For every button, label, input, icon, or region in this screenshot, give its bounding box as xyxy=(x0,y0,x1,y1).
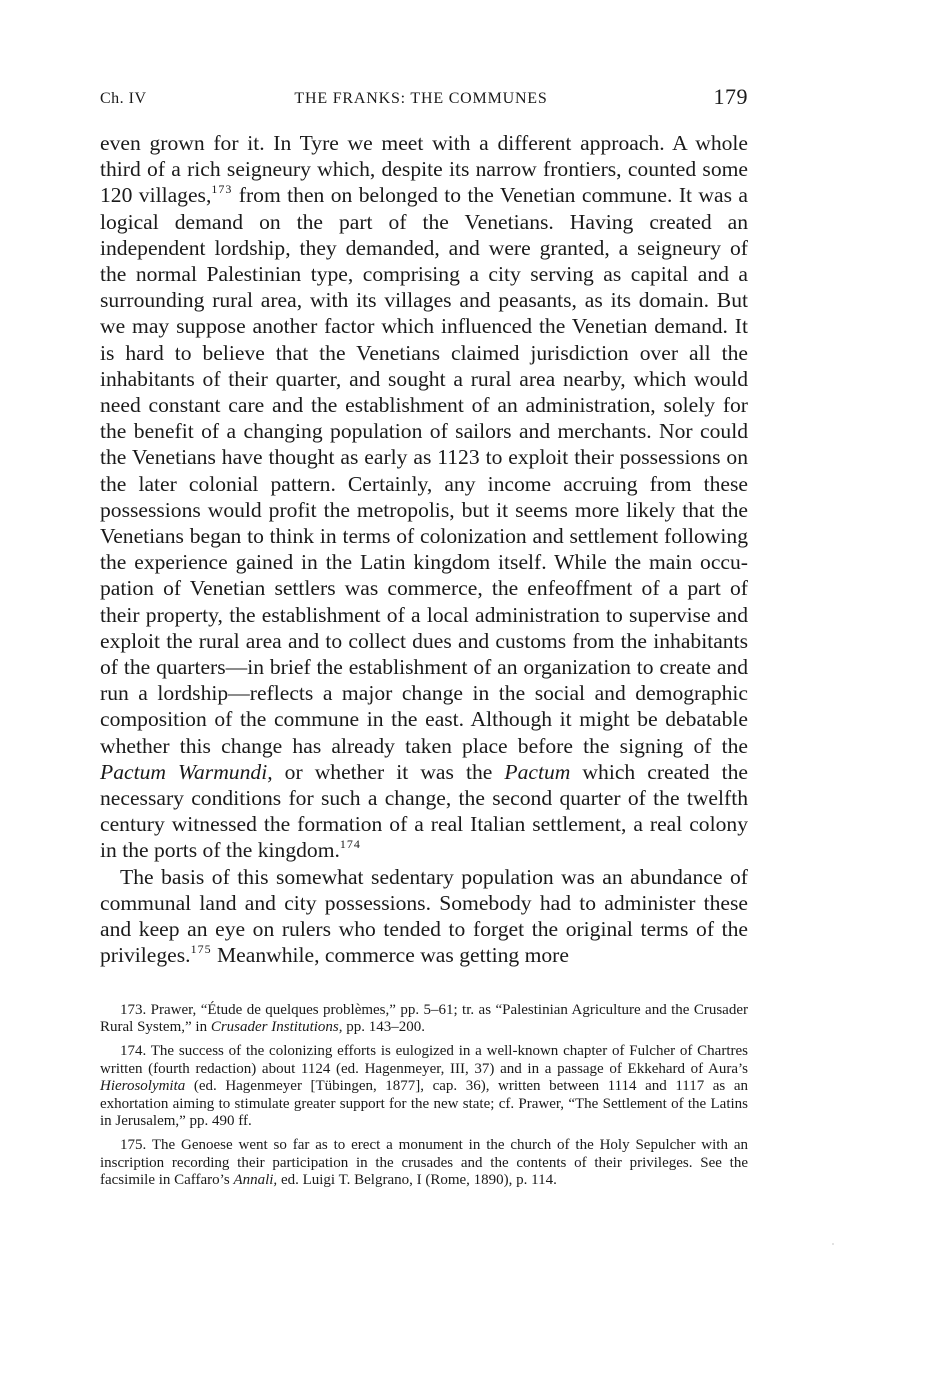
italic-pactum-warmundi: Pactum Warmundi, xyxy=(100,759,273,784)
footnote-174-text-a: 174. The success of the colonizing efforts is eulogized in a well-known chapter of Fulcher of Chartres written (fourth redaction) about 1124 (ed. Hagenmeyer, III, 37) and in a passage of Ekkehard of Aura’s xyxy=(100,1043,748,1077)
footnote-175-text-a: 175. The Genoese went so far as to erect a monument in the church of the Holy Sepulcher with an inscription recording their participation in the crusades and the contents of their privileges. See the facsimile in Caffaro’s xyxy=(100,1137,748,1189)
paragraph-1-text-b: from then on belonged to the Venetian commune. It was a logical demand on the part of the Venetians. Having created an independent lordship, they demanded, and were granted, a seigneury of the normal Palestinian type, comprising a city serving as capital and a surrounding rural area, with its villages and peasants, as its domain. But we may suppose another factor which influenced the Venetian demand. It is hard to believe that the Venetians claimed jurisdiction over all the inhabitants of their quarter, and sought a rural area nearby, which would need constant care and the establishment of an administration, solely for the benefit of a changing population of sailors and merchants. Nor could the Venetians have thought as early as 1123 to exploit their possessions on the later colonial pattern. Certainly, any income accruing from these possessions would profit the metropolis, but it seems more likely that the Venetians began to think in terms of colonization and settlement following the experience gained in the Latin kingdom itself. While the main occupation of Venetian settlers was commerce, the enfeoffment of a part of their property, the establishment of a local administration to supervise and exploit the rural area and to collect dues and customs from the inhabitants of the quarters—in brief the establishment of an organization to create and run a lordship—reflects a major change in the social and demographic composition of the commune in the east. Although it might be debatable whether this change has already taken place before the signing of the xyxy=(100,183,748,758)
paragraph-2 xyxy=(100,864,748,969)
page-number: 179 xyxy=(713,84,748,109)
footnote-ref-175: 175 xyxy=(190,942,212,957)
running-title: THE FRANKS: THE COMMUNES xyxy=(294,90,548,107)
footnote-174-italic: Hierosolymita xyxy=(100,1078,186,1095)
paragraph-1-text-a: even grown for it. In Tyre we meet with a different approach. A whole third of a rich seigneury which, despite its narrow frontiers, counted some 120 villages, xyxy=(100,131,748,208)
paragraph-1-text-d: which created the necessary conditions for such a change, the second quarter of the twelfth century witnessed the formation of a real Italian settlement, a real colony in the ports of the kingdom. xyxy=(100,759,748,863)
footnote-174-text-b: (ed. Hagenmeyer [Tübingen, 1877], cap. 36), written between 1114 and 1117 as an exhortation aiming to stimulate greater support for the new state; cf. Prawer, “The Settlement of the Latins in Jerusalem,” pp. 490 ff. xyxy=(100,1078,748,1129)
paragraph-2-text-b: Meanwhile, commerce was getting more xyxy=(211,943,569,968)
paragraph-1-text-c: or whether it was the xyxy=(272,759,505,784)
chapter-label: Ch. IV xyxy=(100,90,147,107)
footnotes xyxy=(100,1002,748,1190)
footnote-174 xyxy=(100,1043,748,1130)
footnote-175-text-b: ed. Luigi T. Belgrano, I (Rome, 1890), p. 114. xyxy=(277,1172,557,1189)
footnote-ref-174: 174 xyxy=(339,837,361,852)
footnote-175-italic: Annali, xyxy=(233,1172,278,1189)
book-page xyxy=(100,84,748,1197)
footnote-175 xyxy=(100,1137,748,1189)
footnote-173-text-a: 173. Prawer, “Étude de quelques problèmes,” pp. 5–61; tr. as “Palestinian Agriculture and the Crusader Rural System,” in xyxy=(100,1001,748,1035)
footnote-173-text-b: pp. 143–200. xyxy=(342,1018,426,1035)
running-head xyxy=(100,84,748,114)
paragraph-2-text-a: The basis of this somewhat sedentary population was an abundance of communal land and city possessions. Somebody had to administer these and keep an eye on rulers who tended to forget the original terms of the privileges. xyxy=(100,864,748,968)
footnote-ref-173: 173 xyxy=(211,182,233,197)
footnote-173-italic: Crusader Institutions, xyxy=(210,1018,343,1035)
italic-pactum: Pactum xyxy=(504,759,571,784)
paragraph-1 xyxy=(100,130,748,864)
main-text xyxy=(100,130,748,969)
paper-speck xyxy=(832,1243,834,1245)
footnote-173 xyxy=(100,1002,748,1037)
